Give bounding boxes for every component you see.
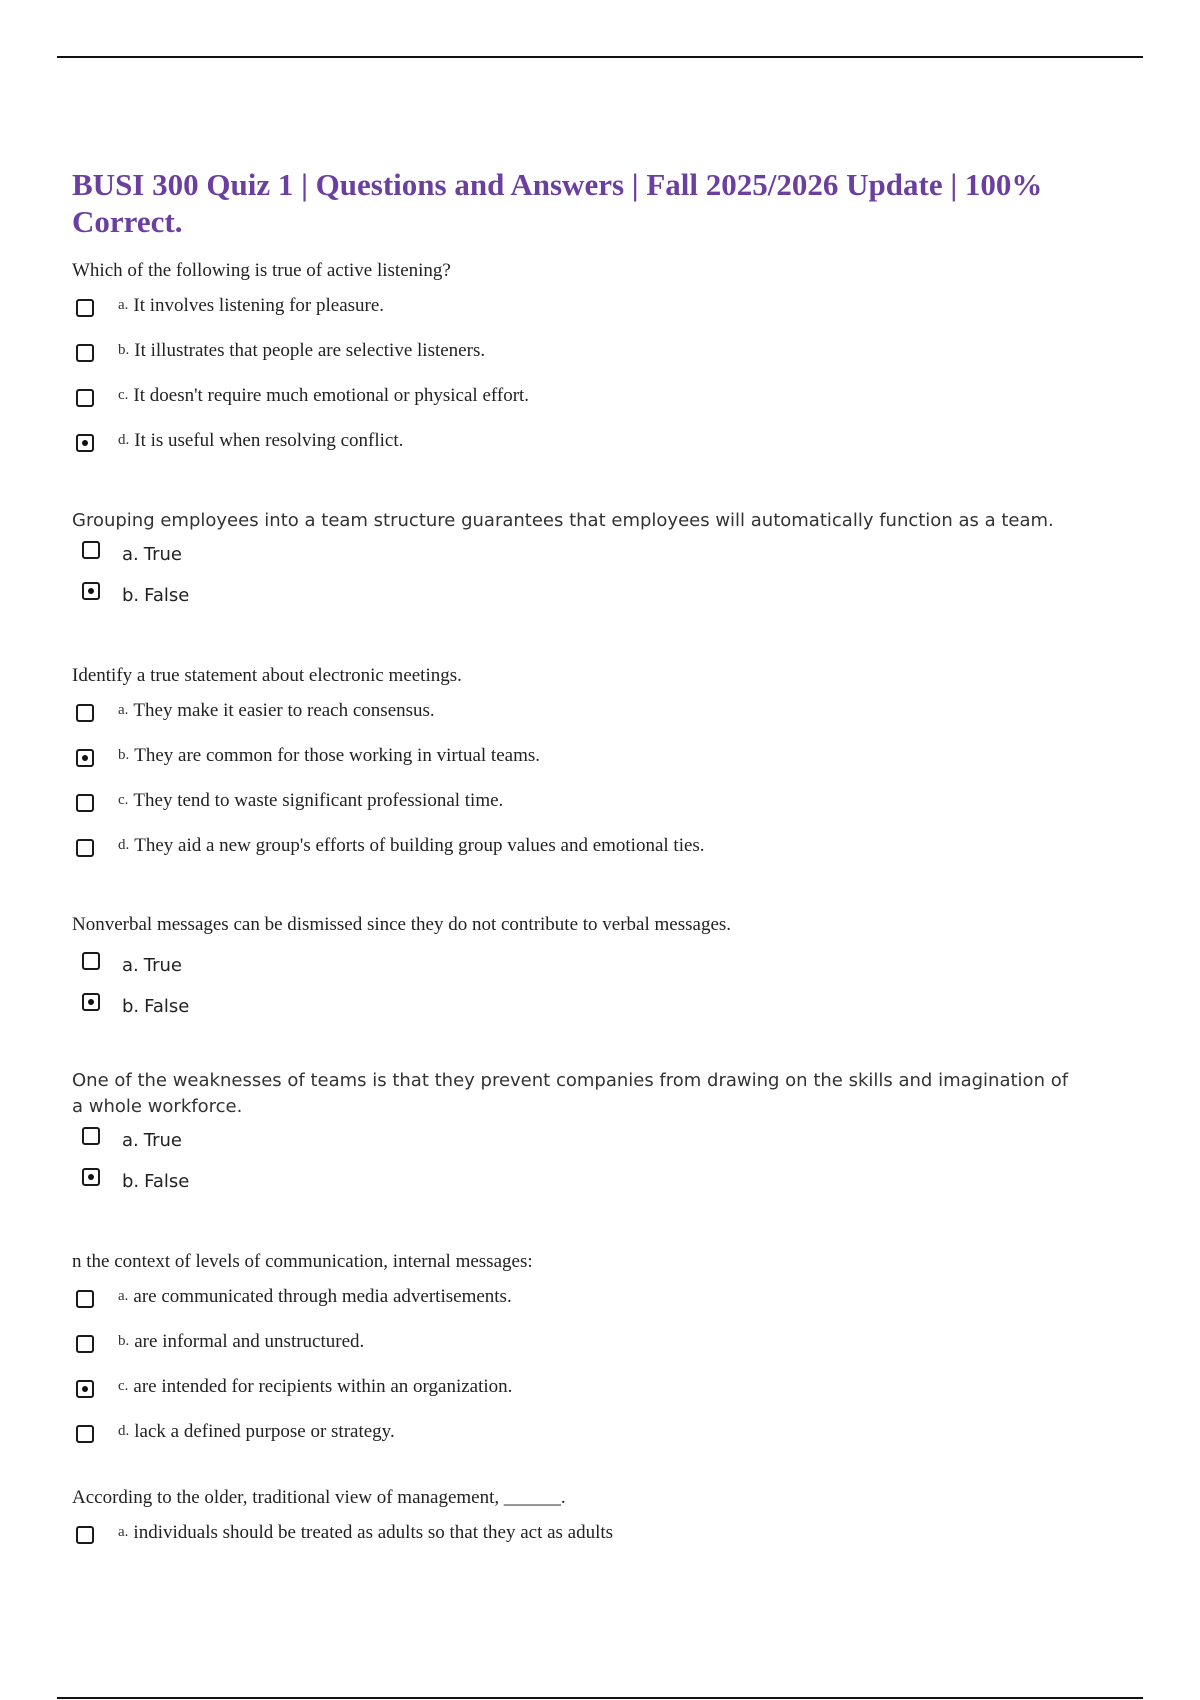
option-letter: b. <box>122 1171 140 1192</box>
checkbox-icon[interactable] <box>76 1425 94 1443</box>
question-7 <box>72 1486 1082 1555</box>
answer-option[interactable] <box>76 823 1082 868</box>
checkbox-icon[interactable] <box>76 1335 94 1353</box>
option-letter: b. <box>118 1333 130 1349</box>
question-4-options <box>72 945 1082 1027</box>
option-text: False <box>144 585 190 606</box>
option-letter: c. <box>118 387 129 403</box>
question-1 <box>72 259 1082 463</box>
option-text: True <box>143 1130 182 1151</box>
option-text: They make it easier to reach consensus. <box>133 699 435 721</box>
option-text: lack a defined purpose or strategy. <box>134 1420 395 1442</box>
option-letter: a. <box>118 1288 129 1304</box>
option-text: False <box>144 1171 190 1192</box>
option-letter: a. <box>122 955 139 976</box>
answer-option[interactable] <box>82 1161 1082 1202</box>
answer-option[interactable] <box>76 1510 1082 1555</box>
option-text: are communicated through media advertisements. <box>133 1285 512 1307</box>
option-letter: a. <box>122 1130 139 1151</box>
question-6 <box>72 1250 1082 1454</box>
answer-option[interactable] <box>82 986 1082 1027</box>
question-text: Grouping employees into a team structure guarantees that employees will automatically function as a team. <box>72 510 1054 531</box>
answer-option[interactable] <box>76 1409 1082 1454</box>
answer-option[interactable] <box>82 534 1082 575</box>
checkbox-icon[interactable] <box>76 299 94 317</box>
option-letter: c. <box>118 792 129 808</box>
answer-option[interactable] <box>76 733 1082 778</box>
answer-option[interactable] <box>76 1274 1082 1319</box>
option-text: are informal and unstructured. <box>134 1330 365 1352</box>
answer-option[interactable] <box>82 945 1082 986</box>
option-text: They are common for those working in virtual teams. <box>134 744 541 766</box>
question-text: n the context of levels of communication, internal messages: <box>72 1251 533 1272</box>
option-text: It is useful when resolving conflict. <box>134 429 404 451</box>
checkbox-checked-icon[interactable] <box>82 993 100 1011</box>
answer-option[interactable] <box>82 575 1082 616</box>
option-letter: c. <box>118 1378 129 1394</box>
option-letter: d. <box>118 432 130 448</box>
checkbox-checked-icon[interactable] <box>76 434 94 452</box>
option-letter: a. <box>118 297 129 313</box>
question-3 <box>72 664 1082 868</box>
option-text: It involves listening for pleasure. <box>133 294 385 316</box>
answer-option[interactable] <box>76 328 1082 373</box>
option-text: True <box>143 544 182 565</box>
option-text: True <box>143 955 182 976</box>
option-letter: a. <box>118 702 129 718</box>
checkbox-icon[interactable] <box>76 794 94 812</box>
checkbox-checked-icon[interactable] <box>82 582 100 600</box>
checkbox-checked-icon[interactable] <box>76 1380 94 1398</box>
page-title: BUSI 300 Quiz 1 | Questions and Answers | Fall 2025/2026 Update | 100% Correct. <box>72 167 1043 239</box>
option-letter: d. <box>118 1423 130 1439</box>
answer-option[interactable] <box>76 418 1082 463</box>
question-5 <box>72 1068 1082 1202</box>
answer-option[interactable] <box>76 373 1082 418</box>
option-text: It doesn't require much emotional or physical effort. <box>133 384 530 406</box>
bottom-rule <box>57 1697 1143 1699</box>
option-text: False <box>144 996 190 1017</box>
answer-option[interactable] <box>82 1120 1082 1161</box>
checkbox-icon[interactable] <box>76 1290 94 1308</box>
checkbox-icon[interactable] <box>76 839 94 857</box>
option-text: It illustrates that people are selective listeners. <box>134 339 486 361</box>
option-letter: a. <box>118 1524 129 1540</box>
checkbox-icon[interactable] <box>82 1127 100 1145</box>
option-letter: d. <box>118 837 130 853</box>
option-text: are intended for recipients within an organization. <box>133 1375 513 1397</box>
checkbox-icon[interactable] <box>76 704 94 722</box>
option-letter: b. <box>122 996 140 1017</box>
answer-option[interactable] <box>76 283 1082 328</box>
answer-option[interactable] <box>76 1364 1082 1409</box>
option-letter: b. <box>118 747 130 763</box>
checkbox-checked-icon[interactable] <box>82 1168 100 1186</box>
question-2 <box>72 508 1082 616</box>
checkbox-icon[interactable] <box>82 952 100 970</box>
option-text: They tend to waste significant professional time. <box>133 789 504 811</box>
answer-option[interactable] <box>76 778 1082 823</box>
option-text: They aid a new group's efforts of building group values and emotional ties. <box>134 834 705 856</box>
question-text: Identify a true statement about electronic meetings. <box>72 665 462 686</box>
option-letter: b. <box>122 585 140 606</box>
option-text: individuals should be treated as adults so that they act as adults <box>133 1521 614 1543</box>
option-letter: b. <box>118 342 130 358</box>
answer-option[interactable] <box>76 688 1082 733</box>
checkbox-icon[interactable] <box>76 389 94 407</box>
question-text: Nonverbal messages can be dismissed since they do not contribute to verbal messages. <box>72 914 732 935</box>
checkbox-checked-icon[interactable] <box>76 749 94 767</box>
checkbox-icon[interactable] <box>76 1526 94 1544</box>
checkbox-icon[interactable] <box>76 344 94 362</box>
option-letter: a. <box>122 544 139 565</box>
question-4 <box>72 913 1082 937</box>
answer-option[interactable] <box>76 1319 1082 1364</box>
question-text: Which of the following is true of active listening? <box>72 260 451 281</box>
checkbox-icon[interactable] <box>82 541 100 559</box>
top-rule <box>57 56 1143 58</box>
question-text: One of the weaknesses of teams is that they prevent companies from drawing on the skills and imagination of a whole workforce. <box>72 1070 1069 1117</box>
question-text: According to the older, traditional view of management, ______. <box>72 1487 566 1508</box>
